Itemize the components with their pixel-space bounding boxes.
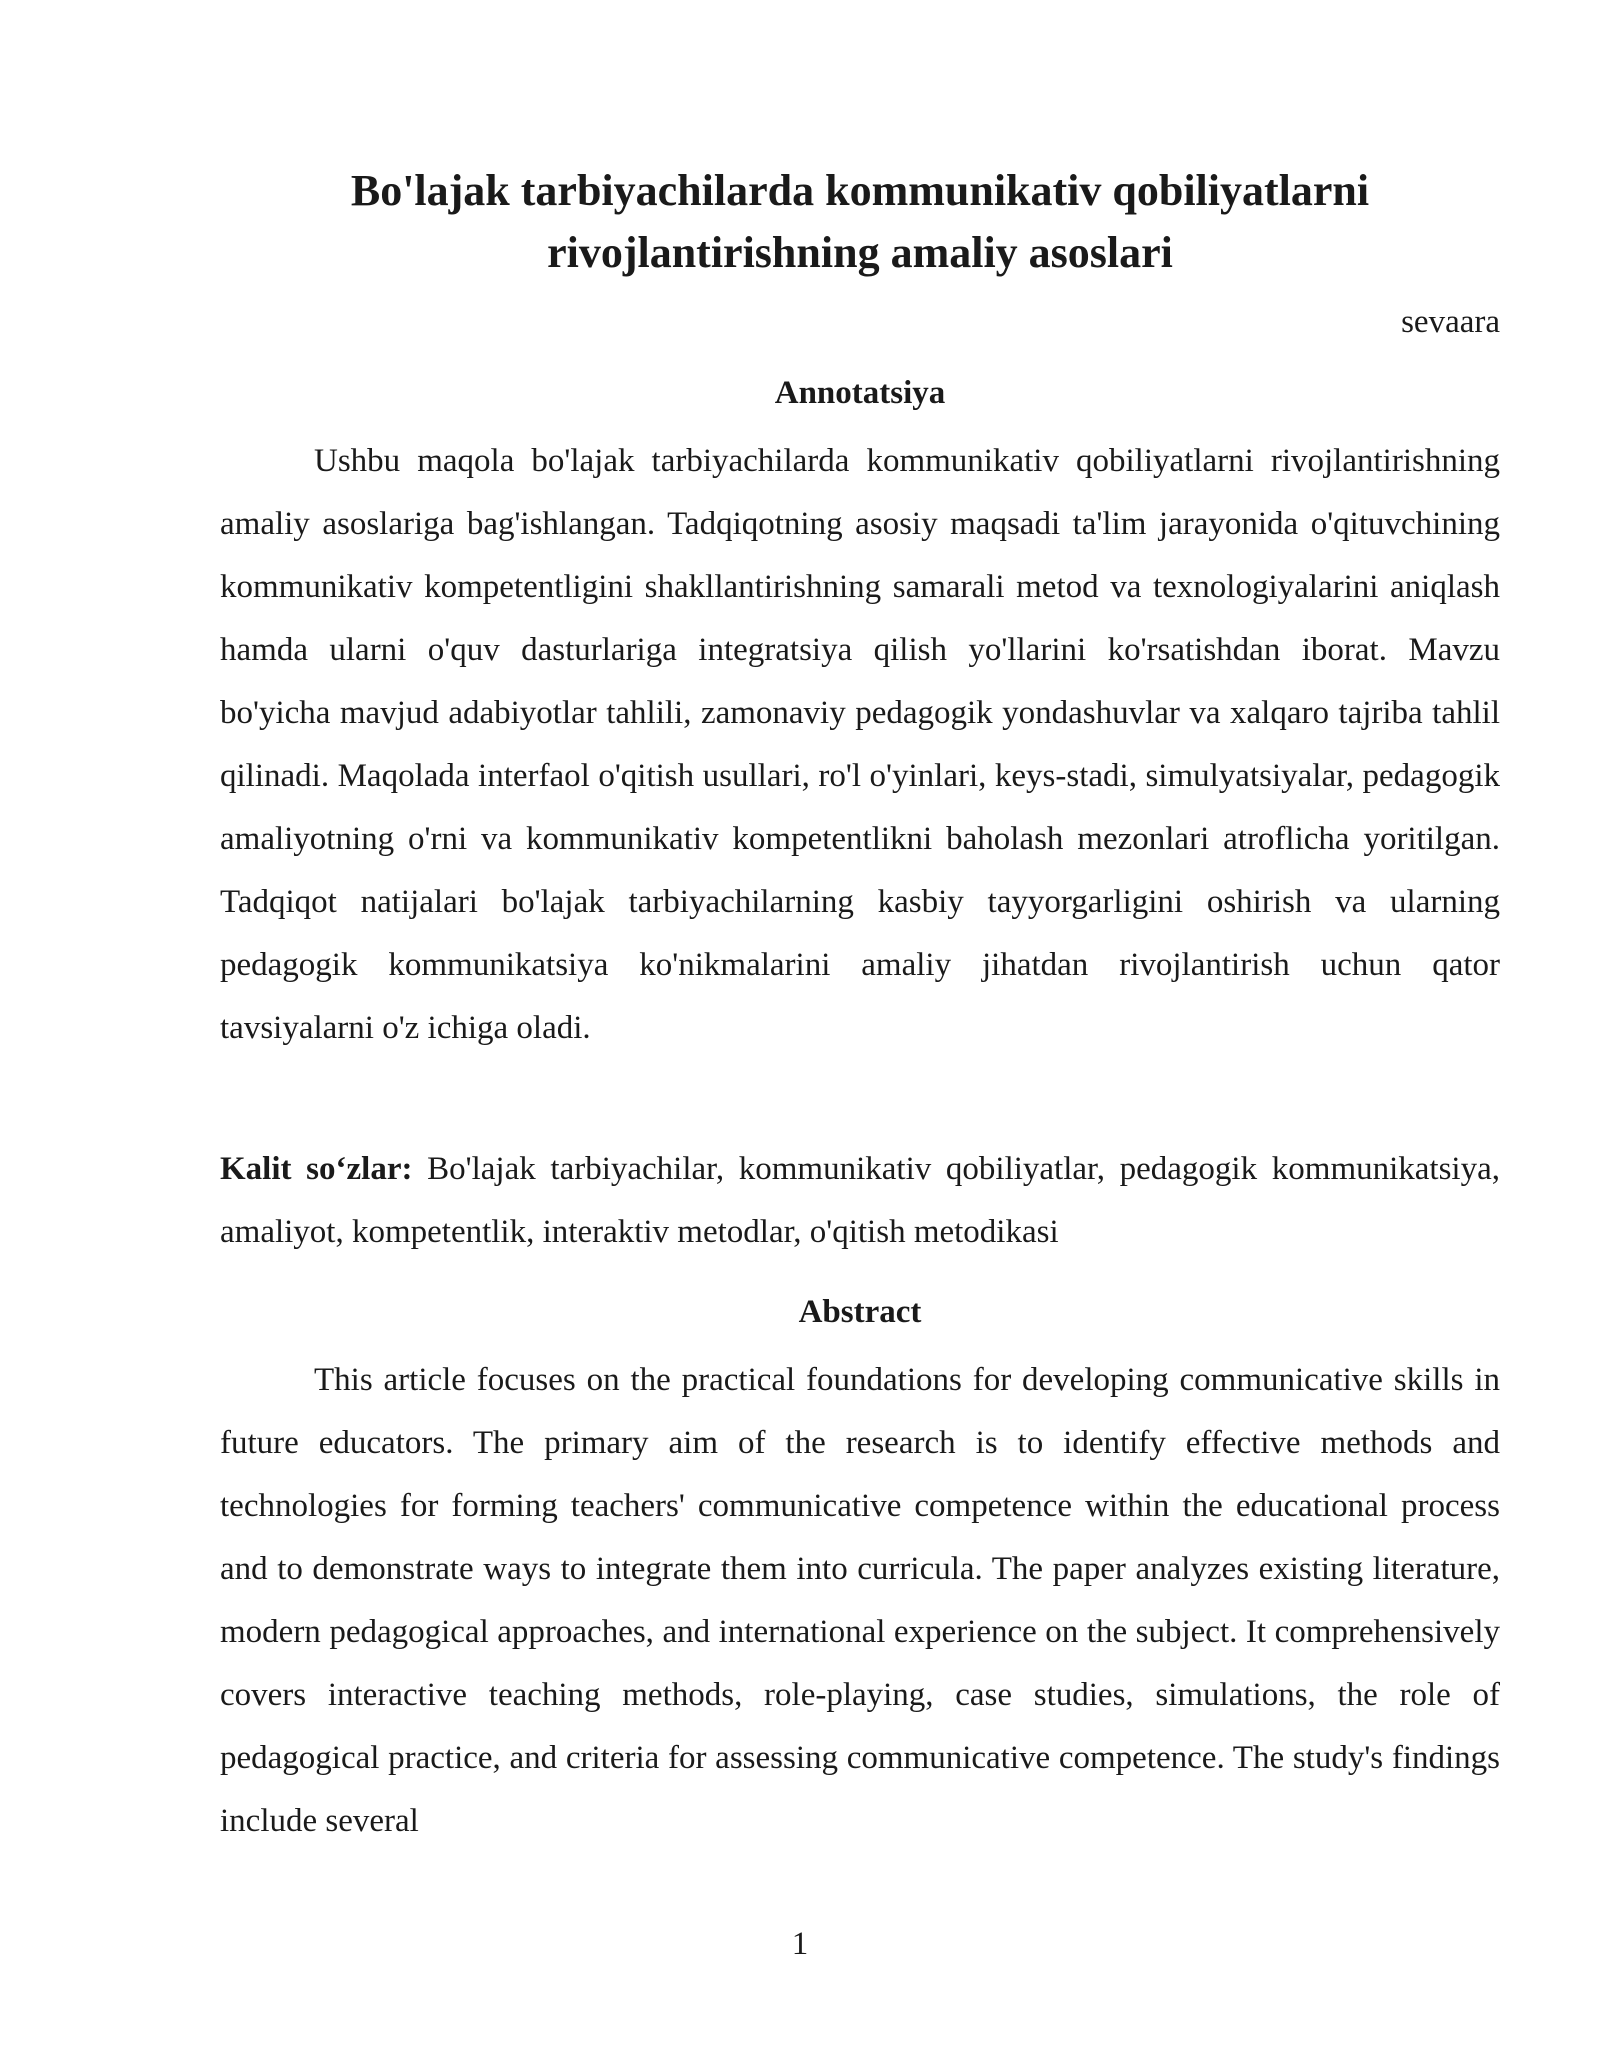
page-number: 1 <box>791 1926 809 1962</box>
article-title-line-2: rivojlantirishning amaliy asoslari <box>547 228 1173 277</box>
keywords-label: Kalit so‘zlar: <box>220 1151 413 1187</box>
keywords-paragraph <box>220 1138 1500 1264</box>
keywords-text: Bo'lajak tarbiyachilar, kommunikativ qobiliyatlar, pedagogik kommunikatsiya, amaliyot, kompetentlik, interaktiv metodlar, o'qitish metodikasi <box>220 1151 1501 1250</box>
annotation-heading: Annotatsiya <box>774 375 946 411</box>
abstract-paragraph: This article focuses on the practical foundations for developing communicative skills in future educators. The primary aim of the research is to identify effective methods and technologies for forming teachers' communicative competence within the educational process and to demonstrate ways to integrate them into curricula. The paper analyzes existing literature, modern pedagogical approaches, and international experience on the subject. It comprehensively covers interactive teaching methods, role-playing, case studies, simulations, the role of pedagogical practice, and criteria for assessing communicative competence. The study's findings include several <box>220 1362 1500 1839</box>
author-name: sevaara <box>1401 304 1500 340</box>
annotation-paragraph: Ushbu maqola bo'lajak tarbiyachilarda kommunikativ qobiliyatlarni rivojlantirishning amaliy asoslariga bag'ishlangan. Tadqiqotning asosiy maqsadi ta'lim jarayonida o'qituvchining kommunikativ kompetentligini shakllantirishning samarali metod va texnologiyalarini aniqlash hamda ularni o'quv dasturlariga integratsiya qilish yo'llarini ko'rsatishdan iborat. Mavzu bo'yicha mavjud adabiyotlar tahlili, zamonaviy pedagogik yondashuvlar va xalqaro tajriba tahlil qilinadi. Maqolada interfaol o'qitish usullari, ro'l o'yinlari, keys-stadi, simulyatsiyalar, pedagogik amaliyotning o'rni va kommunikativ kompetentlikni baholash mezonlari atroflicha yoritilgan. Tadqiqot natijalari bo'lajak tarbiyachilarning kasbiy tayyorgarligini oshirish va ularning pedagogik kommunikatsiya ko'nikmalarini amaliy jihatdan rivojlantirish uchun qator tavsiyalarni o'z ichiga oladi. <box>220 443 1500 1046</box>
article-title-line-1: Bo'lajak tarbiyachilarda kommunikativ qobiliyatlarni <box>350 166 1370 215</box>
abstract-heading: Abstract <box>798 1294 922 1330</box>
article-title <box>220 160 1500 284</box>
